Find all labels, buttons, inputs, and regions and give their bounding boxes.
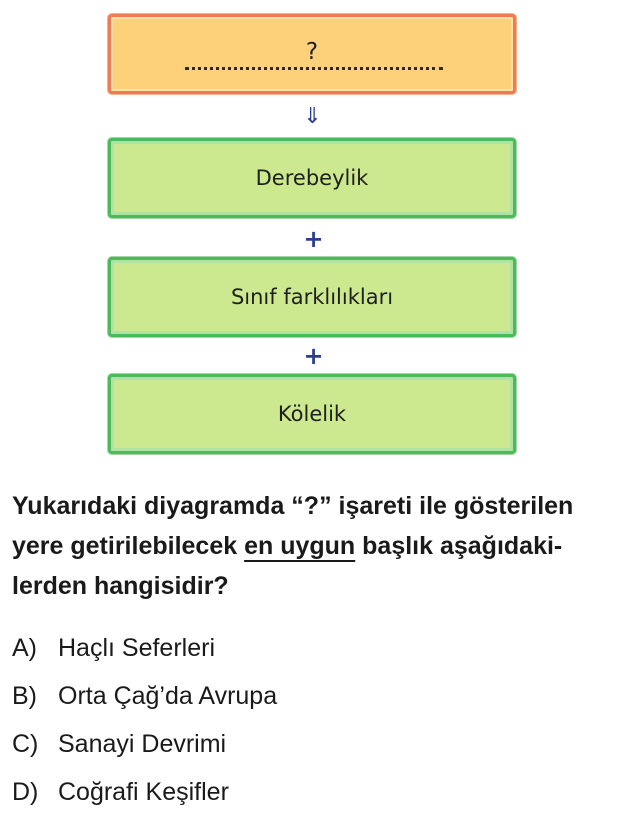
diagram-item-kolelik [108,374,516,454]
diagram-item-label: Sınıf farklılıkları [230,285,394,309]
plus-icon: + [303,342,324,370]
option-text: Coğrafi Keşifler [58,778,229,806]
blank-dotted-line [185,67,443,70]
diagram-item-sinif-farkliliklari [108,257,516,337]
answer-options [12,628,277,820]
option-c[interactable] [12,724,277,772]
option-a[interactable] [12,628,277,676]
question-emphasis: en uygun [244,532,356,560]
option-letter: B) [12,682,37,710]
question-text [12,486,624,606]
option-text: Haçlı Seferleri [58,634,215,662]
diagram-item-derebeylik [108,138,516,218]
option-d[interactable] [12,772,277,820]
question-part-1: Yukarıdaki diyagramda “?” işareti ile gösterilen yere getirilebilecek [12,492,574,560]
plus-icon: + [303,225,324,253]
option-text: Orta Çağ’da Avrupa [58,682,278,710]
option-letter: D) [12,778,39,806]
unknown-heading-box [108,14,516,94]
down-arrow-icon: ⇓ [303,104,322,129]
option-b[interactable] [12,676,277,724]
diagram-item-label: Kölelik [277,402,347,426]
option-letter: C) [12,730,39,758]
option-text: Sanayi Devrimi [58,730,227,758]
option-letter: A) [12,634,37,662]
question-part-2: başlık aşağıdaki-lerden hangisidir? [12,532,563,600]
diagram-item-label: Derebeylik [255,166,369,190]
question-mark: ? [305,39,319,65]
